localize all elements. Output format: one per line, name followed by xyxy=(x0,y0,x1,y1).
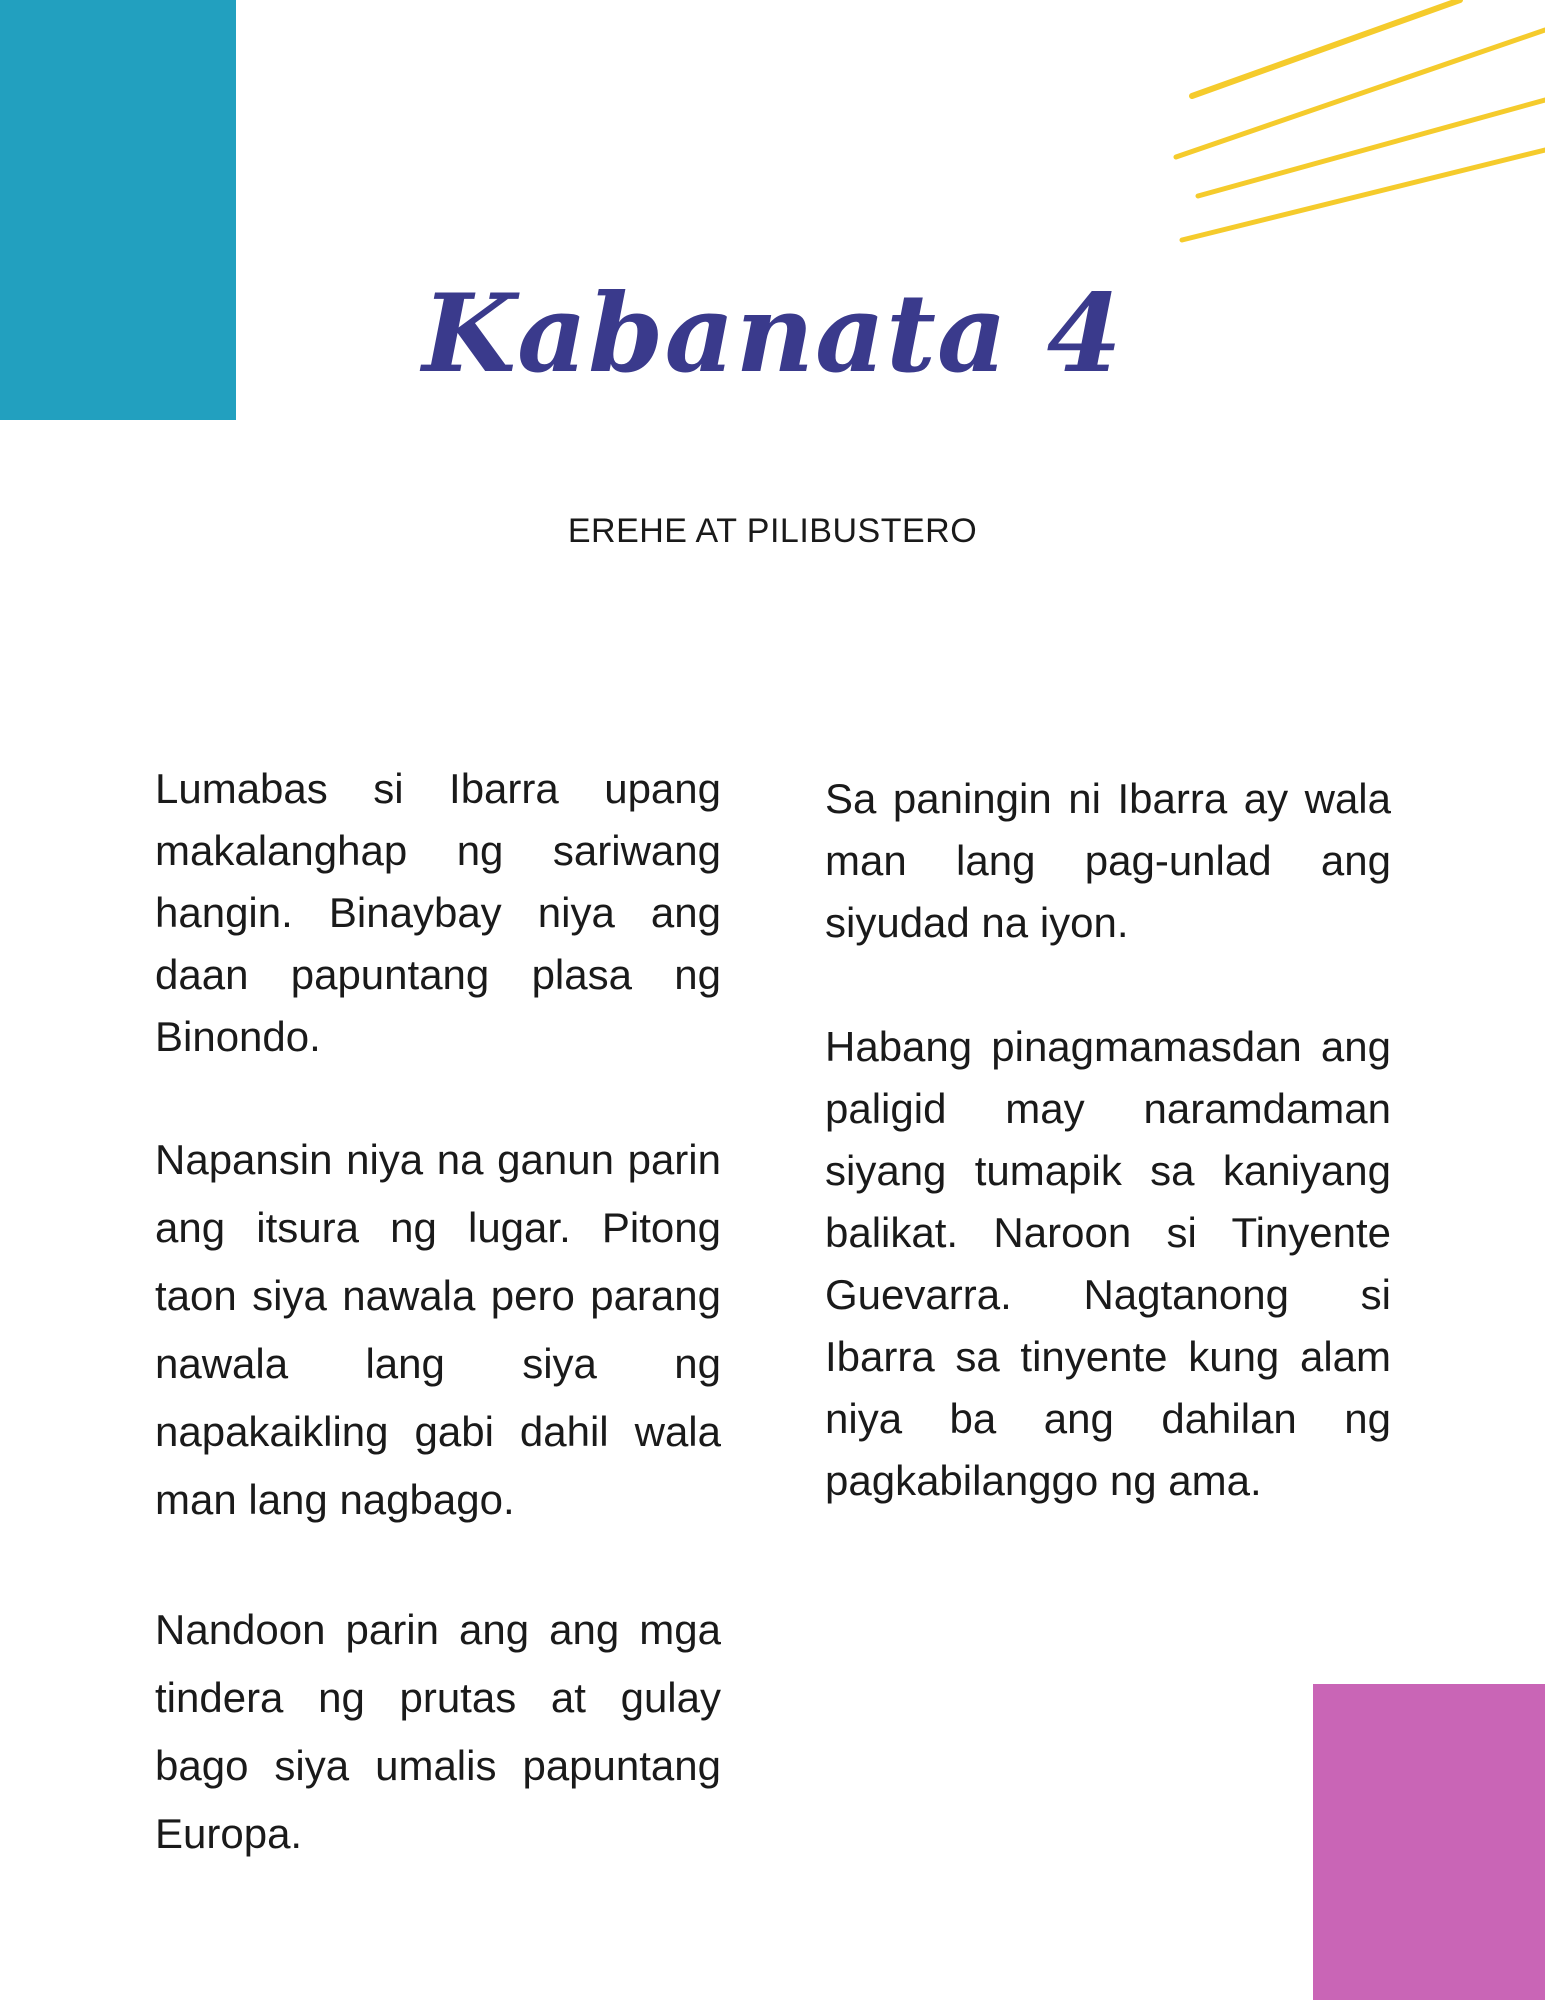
right-text-column xyxy=(825,768,1391,1574)
chapter-subtitle: EREHE AT PILIBUSTERO xyxy=(567,512,978,550)
decorative-magenta-block xyxy=(1313,1684,1545,2000)
yellow-stroke-3 xyxy=(1198,100,1545,196)
left-paragraph-3: Nandoon parin ang ang mga tindera ng prutas at gulay bago siya umalis papuntang Europa. xyxy=(155,1606,721,1857)
decorative-yellow-lines xyxy=(1160,0,1545,260)
yellow-stroke-2 xyxy=(1176,30,1545,157)
yellow-stroke-1 xyxy=(1192,0,1460,96)
right-paragraph-1: Sa paningin ni Ibarra ay wala man lang pag-unlad ang siyudad na iyon. xyxy=(825,775,1391,946)
left-text-column xyxy=(155,758,721,1930)
chapter-title: Kabanata 4 xyxy=(422,271,1123,397)
yellow-stroke-4 xyxy=(1182,150,1545,240)
left-paragraph-1: Lumabas si Ibarra upang makalanghap ng sariwang hangin. Binaybay niya ang daan papuntang plasa ng Binondo. xyxy=(155,765,721,1060)
right-paragraph-2: Habang pinagmamasdan ang paligid may naramdaman siyang tumapik sa kaniyang balikat. Naroon si Tinyente Guevarra. Nagtanong si Ibarra sa tinyente kung alam niya ba ang dahilan ng pagkabilanggo ng ama. xyxy=(825,1023,1391,1504)
left-paragraph-2: Napansin niya na ganun parin ang itsura ng lugar. Pitong taon siya nawala pero parang nawala lang siya ng napakaikling gabi dahil wala man lang nagbago. xyxy=(155,1136,721,1523)
